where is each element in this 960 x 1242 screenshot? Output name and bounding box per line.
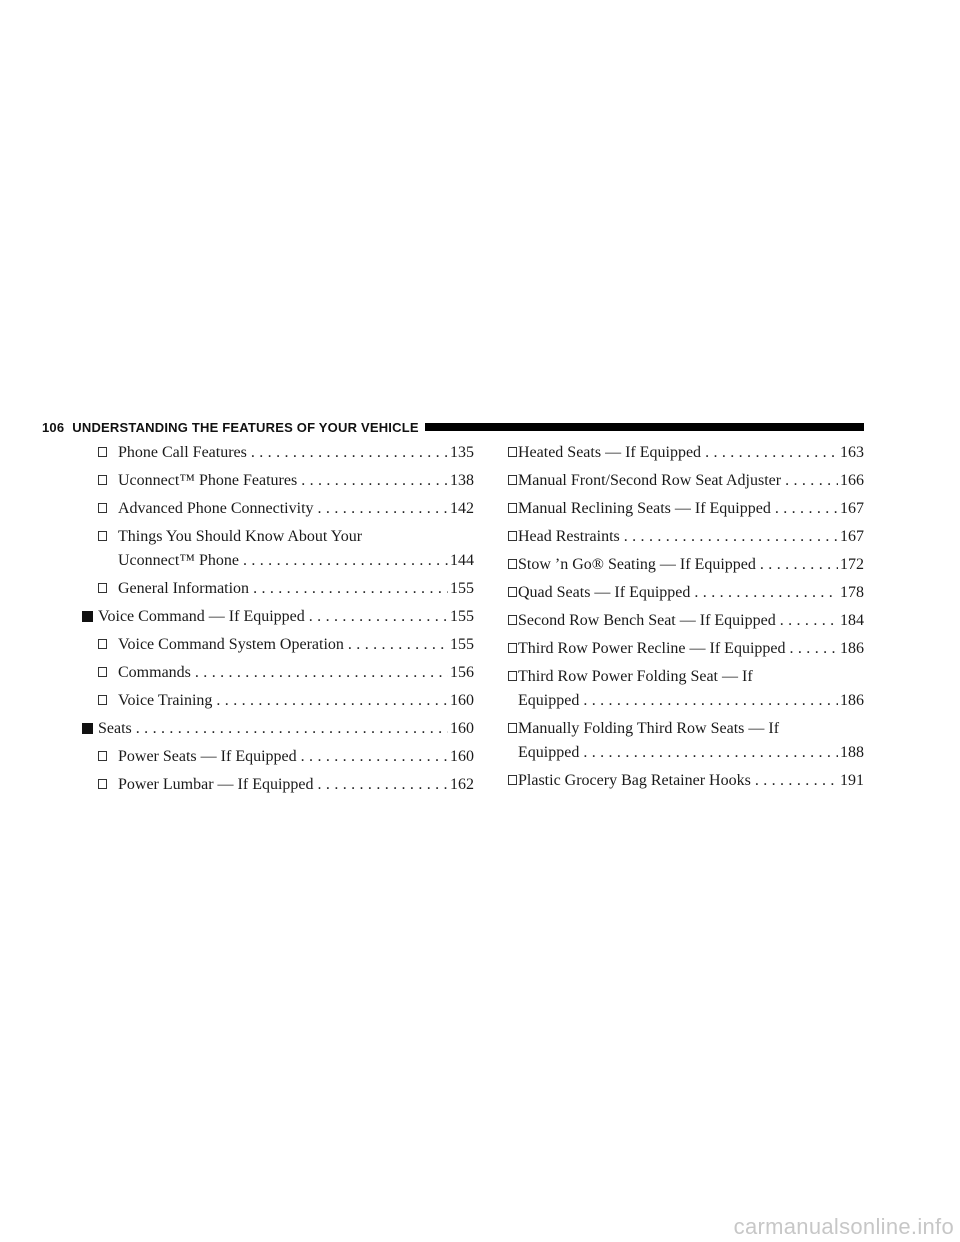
toc-entry-label: Advanced Phone Connectivity xyxy=(118,500,314,517)
hollow-square-icon xyxy=(508,775,517,785)
toc-entry[interactable] xyxy=(98,577,474,601)
toc-entry-label: Commands xyxy=(118,664,191,681)
toc-entry-page: 160 xyxy=(450,748,474,765)
toc-entry[interactable] xyxy=(82,605,474,629)
toc-entry-label: Head Restraints xyxy=(518,528,620,545)
page-number: 106 xyxy=(42,419,65,435)
toc-entry-label: Plastic Grocery Bag Retainer Hooks xyxy=(518,772,751,789)
hollow-square-icon xyxy=(508,475,517,485)
toc-entry-page: 184 xyxy=(840,612,864,629)
toc-entry-page: 178 xyxy=(840,584,864,601)
toc-left-column xyxy=(98,441,474,801)
toc-entry-label: Power Seats — If Equipped xyxy=(118,748,297,765)
dot-leader xyxy=(249,577,448,601)
dot-leader xyxy=(579,689,838,713)
toc-entry-label: Manual Front/Second Row Seat Adjuster xyxy=(518,472,782,489)
toc-entry-label: Phone Call Features xyxy=(118,444,247,461)
toc-entry-page: 156 xyxy=(450,664,474,681)
toc-entry[interactable] xyxy=(508,609,864,633)
toc-entry-label: Stow ’n Go® Seating — If Equipped xyxy=(518,556,756,573)
hollow-square-icon xyxy=(98,583,107,593)
solid-square-icon xyxy=(82,611,93,622)
page-header xyxy=(42,418,864,436)
toc-entry-label: Second Row Bench Seat — If Equipped xyxy=(518,612,776,629)
toc-entry-page: 160 xyxy=(450,692,474,709)
hollow-square-icon xyxy=(98,475,107,485)
hollow-square-icon xyxy=(508,723,517,733)
toc-entry[interactable] xyxy=(508,717,864,765)
hollow-square-icon xyxy=(98,639,107,649)
toc-entry-page: 172 xyxy=(840,556,864,573)
toc-entry-label: Uconnect™ Phone xyxy=(118,552,239,569)
hollow-square-icon xyxy=(98,751,107,761)
hollow-square-icon xyxy=(508,447,517,457)
toc-entry-label: Quad Seats — If Equipped xyxy=(518,584,691,601)
toc-entry[interactable] xyxy=(508,553,864,577)
toc-entry[interactable] xyxy=(98,441,474,465)
toc-right-column xyxy=(508,441,864,797)
dot-leader xyxy=(344,633,448,657)
hollow-square-icon xyxy=(98,531,107,541)
dot-leader xyxy=(212,689,448,713)
toc-entry-page: 155 xyxy=(450,580,474,597)
dot-leader xyxy=(690,581,838,605)
toc-entry[interactable] xyxy=(508,497,864,521)
toc-entry-label: Voice Command — If Equipped xyxy=(98,608,305,625)
dot-leader xyxy=(239,549,448,573)
toc-entry-label: Seats xyxy=(98,720,132,737)
hollow-square-icon xyxy=(508,643,517,653)
hollow-square-icon xyxy=(508,615,517,625)
toc-entry-page: 155 xyxy=(450,608,474,625)
toc-entry-page: 186 xyxy=(840,640,864,657)
hollow-square-icon xyxy=(98,695,107,705)
solid-square-icon xyxy=(82,723,93,734)
toc-entry[interactable] xyxy=(508,581,864,605)
toc-entry-page: 162 xyxy=(450,776,474,793)
hollow-square-icon xyxy=(98,779,107,789)
toc-entry-page: 138 xyxy=(450,472,474,489)
toc-entry-label-line1: Third Row Power Folding Seat — If xyxy=(518,668,753,685)
hollow-square-icon xyxy=(508,671,517,681)
hollow-square-icon xyxy=(98,667,107,677)
toc-entry[interactable] xyxy=(98,661,474,685)
dot-leader xyxy=(701,441,838,465)
toc-entry[interactable] xyxy=(98,525,474,573)
toc-entry-label-line1: Things You Should Know About Your xyxy=(118,528,363,545)
toc-entry-label: Equipped xyxy=(518,692,580,709)
hollow-square-icon xyxy=(98,447,107,457)
hollow-square-icon xyxy=(508,531,517,541)
dot-leader xyxy=(191,661,448,685)
toc-entry-label: Manual Reclining Seats — If Equipped xyxy=(518,500,771,517)
toc-entry[interactable] xyxy=(98,497,474,521)
toc-entry-label: Equipped xyxy=(518,744,580,761)
toc-entry-page: 155 xyxy=(450,636,474,653)
toc-entry[interactable] xyxy=(508,637,864,661)
toc-entry[interactable] xyxy=(508,441,864,465)
toc-entry-label: Third Row Power Recline — If Equipped xyxy=(518,640,786,657)
header-rule xyxy=(425,423,864,431)
hollow-square-icon xyxy=(508,503,517,513)
toc-entry[interactable] xyxy=(508,769,864,793)
dot-leader xyxy=(132,717,448,741)
dot-leader xyxy=(620,525,838,549)
toc-entry-page: 142 xyxy=(450,500,474,517)
toc-entry-label: General Information xyxy=(118,580,250,597)
toc-entry-label: Uconnect™ Phone Features xyxy=(118,472,298,489)
toc-entry-label-line1: Manually Folding Third Row Seats — If xyxy=(518,720,780,737)
dot-leader xyxy=(297,469,448,493)
toc-entry[interactable] xyxy=(98,689,474,713)
toc-entry-page: 166 xyxy=(840,472,864,489)
toc-entry-page: 144 xyxy=(450,552,474,569)
hollow-square-icon xyxy=(508,559,517,569)
toc-entry[interactable] xyxy=(508,665,864,713)
toc-entry[interactable] xyxy=(98,469,474,493)
hollow-square-icon xyxy=(98,503,107,513)
toc-entry[interactable] xyxy=(98,745,474,769)
toc-entry-page: 186 xyxy=(840,692,864,709)
dot-leader xyxy=(781,469,838,493)
dot-leader xyxy=(776,609,838,633)
dot-leader xyxy=(751,769,838,793)
toc-entry-page: 191 xyxy=(840,772,864,789)
hollow-square-icon xyxy=(508,587,517,597)
toc-entry[interactable] xyxy=(508,469,864,493)
dot-leader xyxy=(305,605,448,629)
dot-leader xyxy=(297,745,448,769)
toc-entry-page: 135 xyxy=(450,444,474,461)
toc-entry-page: 163 xyxy=(840,444,864,461)
dot-leader xyxy=(314,773,448,797)
section-title: UNDERSTANDING THE FEATURES OF YOUR VEHICLE xyxy=(72,419,419,435)
dot-leader xyxy=(756,553,838,577)
toc-entry-label: Heated Seats — If Equipped xyxy=(518,444,702,461)
watermark: carmanualsonline.info xyxy=(733,1214,954,1239)
toc-entry[interactable] xyxy=(82,717,474,741)
dot-leader xyxy=(579,741,838,765)
toc-entry-page: 188 xyxy=(840,744,864,761)
toc-entry-label: Power Lumbar — If Equipped xyxy=(118,776,314,793)
toc-entry[interactable] xyxy=(98,633,474,657)
toc-entry[interactable] xyxy=(508,525,864,549)
dot-leader xyxy=(314,497,448,521)
toc-entry-label: Voice Training xyxy=(118,692,213,709)
toc-entry[interactable] xyxy=(98,773,474,797)
toc-entry-label: Voice Command System Operation xyxy=(118,636,344,653)
dot-leader xyxy=(771,497,838,521)
dot-leader xyxy=(786,637,839,661)
toc-entry-page: 167 xyxy=(840,500,864,517)
toc-entry-page: 167 xyxy=(840,528,864,545)
toc-entry-page: 160 xyxy=(450,720,474,737)
dot-leader xyxy=(247,441,448,465)
